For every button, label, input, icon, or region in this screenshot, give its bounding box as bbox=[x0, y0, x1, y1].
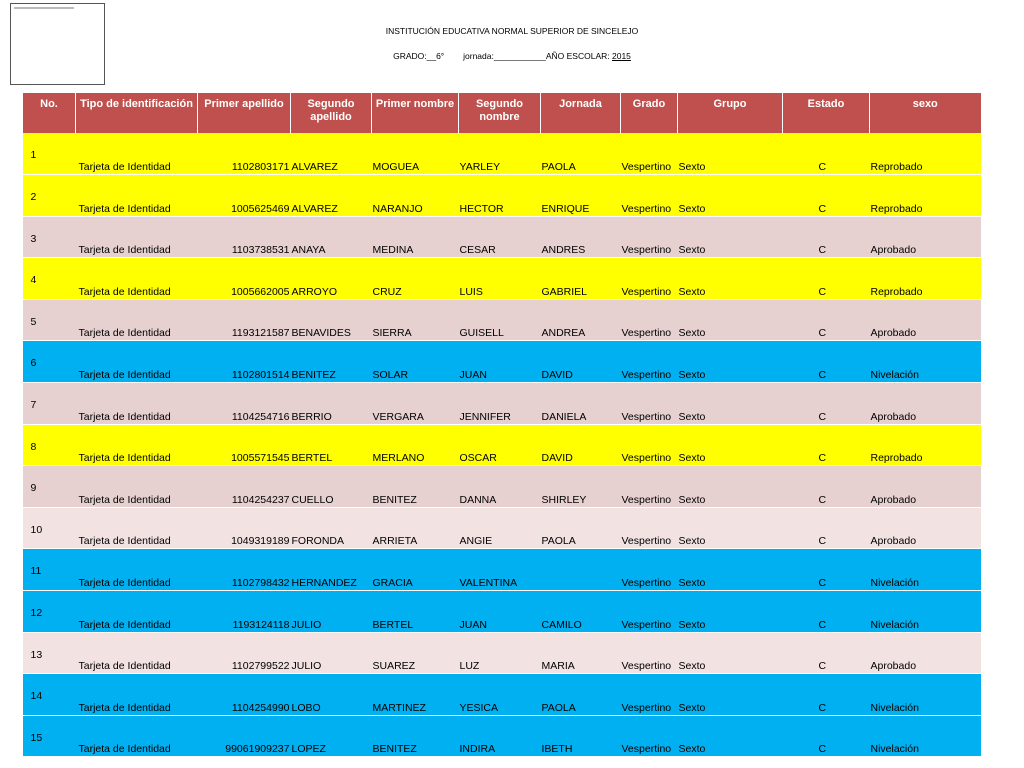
cell-primer-apellido: HERNANDEZ bbox=[291, 549, 372, 591]
cell-primer-apellido: CUELLO bbox=[291, 466, 372, 508]
cell-segundo-nombre: GABRIEL bbox=[541, 258, 621, 300]
cell-no: 4 bbox=[23, 258, 76, 300]
cell-segundo-nombre: MARIA bbox=[541, 632, 621, 674]
cell-tipo-documento bbox=[76, 591, 291, 633]
col-header-grupo: Grupo bbox=[678, 93, 783, 133]
col-header-primer-nombre: Primer nombre bbox=[372, 93, 459, 133]
cell-tipo-documento bbox=[76, 299, 291, 341]
col-header-segundo-nombre: Segundo nombre bbox=[459, 93, 541, 133]
cell-documento: 1104254716 bbox=[231, 410, 290, 423]
cell-documento: 1102799522 bbox=[231, 660, 290, 673]
cell-primer-nombre: JENNIFER bbox=[459, 383, 541, 425]
cell-jornada: Vespertino bbox=[621, 216, 678, 258]
cell-segundo-nombre: SHIRLEY bbox=[541, 466, 621, 508]
cell-primer-apellido: ARROYO bbox=[291, 258, 372, 300]
cell-estado: Nivelación bbox=[870, 341, 981, 383]
cell-documento: 1049319189 bbox=[231, 535, 290, 548]
cell-tipo: Tarjeta de Identidad bbox=[78, 701, 171, 714]
cell-grado: Sexto bbox=[678, 632, 783, 674]
cell-primer-apellido: ALVAREZ bbox=[291, 133, 372, 175]
cell-segundo-apellido: MOGUEA bbox=[372, 133, 459, 175]
cell-primer-nombre: OSCAR bbox=[459, 424, 541, 466]
cell-segundo-nombre: ENRIQUE bbox=[541, 175, 621, 217]
cell-primer-apellido: LOPEZ bbox=[291, 715, 372, 757]
cell-documento: 1193124118 bbox=[232, 618, 290, 631]
cell-grado: Sexto bbox=[678, 383, 783, 425]
cell-grado: Sexto bbox=[678, 507, 783, 549]
cell-primer-apellido: LOBO bbox=[291, 674, 372, 716]
cell-primer-apellido: FORONDA bbox=[291, 507, 372, 549]
cell-grupo: C bbox=[783, 258, 870, 300]
cell-tipo: Tarjeta de Identidad bbox=[78, 244, 171, 257]
cell-no: 2 bbox=[23, 175, 76, 217]
cell-segundo-apellido: BENITEZ bbox=[372, 466, 459, 508]
cell-estado: Reprobado bbox=[870, 258, 981, 300]
cell-segundo-apellido: GRACIA bbox=[372, 549, 459, 591]
cell-no: 13 bbox=[23, 632, 76, 674]
cell-primer-apellido: BERRIO bbox=[291, 383, 372, 425]
cell-jornada: Vespertino bbox=[621, 674, 678, 716]
cell-primer-nombre: LUIS bbox=[459, 258, 541, 300]
cell-segundo-nombre: IBETH bbox=[541, 715, 621, 757]
cell-grupo: C bbox=[783, 175, 870, 217]
table-row bbox=[23, 549, 981, 591]
cell-jornada: Vespertino bbox=[621, 632, 678, 674]
cell-grupo: C bbox=[783, 549, 870, 591]
cell-segundo-nombre: DAVID bbox=[541, 424, 621, 466]
cell-documento: 1102803171 bbox=[231, 161, 290, 174]
table-row bbox=[23, 632, 981, 674]
cell-tipo: Tarjeta de Identidad bbox=[78, 577, 171, 590]
cell-estado: Aprobado bbox=[870, 507, 981, 549]
cell-documento: 1103738531 bbox=[231, 244, 290, 257]
table-row bbox=[23, 507, 981, 549]
cell-grado: Sexto bbox=[678, 175, 783, 217]
cell-jornada: Vespertino bbox=[621, 466, 678, 508]
cell-estado: Reprobado bbox=[870, 175, 981, 217]
cell-grupo: C bbox=[783, 383, 870, 425]
cell-tipo-documento bbox=[76, 549, 291, 591]
cell-primer-nombre: GUISELL bbox=[459, 299, 541, 341]
cell-grado: Sexto bbox=[678, 466, 783, 508]
cell-primer-nombre: YESICA bbox=[459, 674, 541, 716]
cell-tipo-documento bbox=[76, 133, 291, 175]
cell-grado: Sexto bbox=[678, 216, 783, 258]
col-header-segundo-apellido: Segundo apellido bbox=[291, 93, 372, 133]
cell-grupo: C bbox=[783, 216, 870, 258]
cell-primer-nombre: ANGIE bbox=[459, 507, 541, 549]
cell-documento: 1005625469 bbox=[231, 202, 290, 215]
cell-no: 3 bbox=[23, 216, 76, 258]
grado-label: GRADO:__6° bbox=[393, 51, 445, 61]
col-header-jornada: Jornada bbox=[541, 93, 621, 133]
cell-tipo-documento bbox=[76, 466, 291, 508]
cell-segundo-nombre: CAMILO bbox=[541, 591, 621, 633]
cell-segundo-apellido: BENITEZ bbox=[372, 715, 459, 757]
cell-tipo-documento bbox=[76, 674, 291, 716]
table-body bbox=[23, 133, 981, 757]
jornada-label: jornada:___________AÑO ESCOLAR: bbox=[463, 51, 612, 61]
cell-grupo: C bbox=[783, 133, 870, 175]
table-row bbox=[23, 299, 981, 341]
cell-primer-apellido: JULIO bbox=[291, 591, 372, 633]
cell-primer-apellido: ANAYA bbox=[291, 216, 372, 258]
cell-grupo: C bbox=[783, 507, 870, 549]
cell-tipo: Tarjeta de Identidad bbox=[78, 410, 171, 423]
table-row bbox=[23, 674, 981, 716]
table-row bbox=[23, 715, 981, 757]
institution-title: INSTITUCIÓN EDUCATIVA NORMAL SUPERIOR DE SINCELEJO bbox=[385, 26, 639, 36]
table-row bbox=[23, 424, 981, 466]
cell-primer-apellido: BERTEL bbox=[291, 424, 372, 466]
cell-segundo-nombre: PAOLA bbox=[541, 133, 621, 175]
cell-estado: Aprobado bbox=[870, 299, 981, 341]
table-row bbox=[23, 216, 981, 258]
cell-segundo-nombre: DAVID bbox=[541, 341, 621, 383]
cell-primer-apellido: BENAVIDES bbox=[291, 299, 372, 341]
cell-tipo: Tarjeta de Identidad bbox=[78, 285, 171, 298]
cell-jornada: Vespertino bbox=[621, 424, 678, 466]
cell-documento: 1005662005 bbox=[231, 285, 290, 298]
cell-tipo-documento bbox=[76, 383, 291, 425]
logo-placeholder bbox=[10, 3, 105, 85]
cell-tipo: Tarjeta de Identidad bbox=[78, 452, 171, 465]
cell-estado: Aprobado bbox=[870, 383, 981, 425]
cell-segundo-apellido: SIERRA bbox=[372, 299, 459, 341]
cell-segundo-nombre bbox=[541, 549, 621, 591]
cell-segundo-apellido: NARANJO bbox=[372, 175, 459, 217]
cell-tipo-documento bbox=[76, 632, 291, 674]
cell-documento: 1104254990 bbox=[231, 701, 290, 714]
table-row bbox=[23, 466, 981, 508]
cell-estado: Aprobado bbox=[870, 632, 981, 674]
cell-grado: Sexto bbox=[678, 715, 783, 757]
cell-segundo-nombre: PAOLA bbox=[541, 674, 621, 716]
cell-jornada: Vespertino bbox=[621, 715, 678, 757]
cell-documento: 1193121587 bbox=[231, 327, 290, 340]
cell-segundo-apellido: ARRIETA bbox=[372, 507, 459, 549]
cell-estado: Aprobado bbox=[870, 216, 981, 258]
cell-documento: 1104254237 bbox=[231, 493, 290, 506]
cell-segundo-apellido: MARTINEZ bbox=[372, 674, 459, 716]
cell-grupo: C bbox=[783, 341, 870, 383]
cell-grupo: C bbox=[783, 632, 870, 674]
table-row bbox=[23, 591, 981, 633]
table-row bbox=[23, 175, 981, 217]
cell-tipo-documento bbox=[76, 424, 291, 466]
cell-grado: Sexto bbox=[678, 258, 783, 300]
cell-documento: 1102798432 bbox=[231, 577, 290, 590]
cell-tipo: Tarjeta de Identidad bbox=[78, 369, 171, 382]
cell-jornada: Vespertino bbox=[621, 341, 678, 383]
cell-primer-apellido: BENITEZ bbox=[291, 341, 372, 383]
col-header-no: No. bbox=[23, 93, 76, 133]
cell-tipo-documento bbox=[76, 507, 291, 549]
cell-grado: Sexto bbox=[678, 674, 783, 716]
table-row bbox=[23, 341, 981, 383]
cell-no: 8 bbox=[23, 424, 76, 466]
cell-grupo: C bbox=[783, 715, 870, 757]
cell-no: 12 bbox=[23, 591, 76, 633]
cell-no: 7 bbox=[23, 383, 76, 425]
cell-segundo-nombre: PAOLA bbox=[541, 507, 621, 549]
cell-grado: Sexto bbox=[678, 591, 783, 633]
cell-jornada: Vespertino bbox=[621, 258, 678, 300]
cell-tipo: Tarjeta de Identidad bbox=[78, 660, 171, 673]
cell-primer-nombre: VALENTINA bbox=[459, 549, 541, 591]
cell-tipo-documento bbox=[76, 258, 291, 300]
cell-tipo-documento bbox=[76, 216, 291, 258]
cell-no: 15 bbox=[23, 715, 76, 757]
cell-grado: Sexto bbox=[678, 133, 783, 175]
cell-estado: Nivelación bbox=[870, 674, 981, 716]
cell-segundo-nombre: ANDREA bbox=[541, 299, 621, 341]
cell-segundo-apellido: CRUZ bbox=[372, 258, 459, 300]
cell-tipo-documento bbox=[76, 715, 291, 757]
cell-jornada: Vespertino bbox=[621, 383, 678, 425]
cell-primer-apellido: JULIO bbox=[291, 632, 372, 674]
cell-jornada: Vespertino bbox=[621, 591, 678, 633]
cell-primer-nombre: HECTOR bbox=[459, 175, 541, 217]
cell-segundo-apellido: MEDINA bbox=[372, 216, 459, 258]
cell-grado: Sexto bbox=[678, 424, 783, 466]
cell-tipo: Tarjeta de Identidad bbox=[78, 327, 171, 340]
cell-no: 11 bbox=[23, 549, 76, 591]
table-row bbox=[23, 383, 981, 425]
cell-primer-nombre: JUAN bbox=[459, 341, 541, 383]
cell-primer-nombre: CESAR bbox=[459, 216, 541, 258]
col-header-tipo: Tipo de identificación bbox=[76, 93, 198, 133]
cell-primer-apellido: ALVAREZ bbox=[291, 175, 372, 217]
cell-primer-nombre: INDIRA bbox=[459, 715, 541, 757]
logo-caption-line bbox=[14, 7, 74, 9]
cell-primer-nombre: LUZ bbox=[459, 632, 541, 674]
cell-grupo: C bbox=[783, 674, 870, 716]
cell-grado: Sexto bbox=[678, 341, 783, 383]
cell-tipo: Tarjeta de Identidad bbox=[78, 161, 171, 174]
cell-documento: 1102801514 bbox=[231, 369, 290, 382]
table-row bbox=[23, 258, 981, 300]
grade-line bbox=[0, 51, 1024, 61]
cell-no: 1 bbox=[23, 133, 76, 175]
cell-tipo: Tarjeta de Identidad bbox=[78, 743, 171, 756]
cell-segundo-nombre: DANIELA bbox=[541, 383, 621, 425]
cell-jornada: Vespertino bbox=[621, 175, 678, 217]
cell-segundo-apellido: SUAREZ bbox=[372, 632, 459, 674]
cell-tipo: Tarjeta de Identidad bbox=[78, 618, 171, 631]
col-header-sexo: sexo bbox=[870, 93, 981, 133]
cell-primer-nombre: YARLEY bbox=[459, 133, 541, 175]
cell-tipo-documento bbox=[76, 341, 291, 383]
cell-documento: 1005571545 bbox=[231, 452, 290, 465]
cell-primer-nombre: JUAN bbox=[459, 591, 541, 633]
cell-estado: Aprobado bbox=[870, 466, 981, 508]
col-header-primer-apellido: Primer apellido bbox=[198, 93, 291, 133]
cell-no: 14 bbox=[23, 674, 76, 716]
cell-no: 10 bbox=[23, 507, 76, 549]
cell-estado: Nivelación bbox=[870, 715, 981, 757]
cell-segundo-apellido: BERTEL bbox=[372, 591, 459, 633]
cell-grado: Sexto bbox=[678, 299, 783, 341]
cell-segundo-apellido: MERLANO bbox=[372, 424, 459, 466]
cell-estado: Nivelación bbox=[870, 549, 981, 591]
cell-no: 9 bbox=[23, 466, 76, 508]
cell-segundo-nombre: ANDRES bbox=[541, 216, 621, 258]
cell-documento: 99061909237 bbox=[225, 743, 290, 756]
cell-no: 6 bbox=[23, 341, 76, 383]
cell-primer-nombre: DANNA bbox=[459, 466, 541, 508]
cell-grupo: C bbox=[783, 299, 870, 341]
cell-jornada: Vespertino bbox=[621, 549, 678, 591]
cell-no: 5 bbox=[23, 299, 76, 341]
cell-estado: Nivelación bbox=[870, 591, 981, 633]
students-table bbox=[22, 93, 981, 757]
cell-tipo-documento bbox=[76, 175, 291, 217]
cell-tipo: Tarjeta de Identidad bbox=[78, 493, 171, 506]
cell-jornada: Vespertino bbox=[621, 507, 678, 549]
cell-estado: Reprobado bbox=[870, 133, 981, 175]
cell-estado: Reprobado bbox=[870, 424, 981, 466]
cell-grupo: C bbox=[783, 591, 870, 633]
cell-grupo: C bbox=[783, 466, 870, 508]
cell-tipo: Tarjeta de Identidad bbox=[78, 535, 171, 548]
cell-grado: Sexto bbox=[678, 549, 783, 591]
cell-grupo: C bbox=[783, 424, 870, 466]
table-row bbox=[23, 133, 981, 175]
cell-segundo-apellido: SOLAR bbox=[372, 341, 459, 383]
table-header-row bbox=[23, 93, 981, 133]
col-header-estado: Estado bbox=[783, 93, 870, 133]
col-header-grado: Grado bbox=[621, 93, 678, 133]
cell-jornada: Vespertino bbox=[621, 299, 678, 341]
cell-jornada: Vespertino bbox=[621, 133, 678, 175]
cell-segundo-apellido: VERGARA bbox=[372, 383, 459, 425]
cell-tipo: Tarjeta de Identidad bbox=[78, 202, 171, 215]
school-year: 2015 bbox=[611, 51, 631, 61]
